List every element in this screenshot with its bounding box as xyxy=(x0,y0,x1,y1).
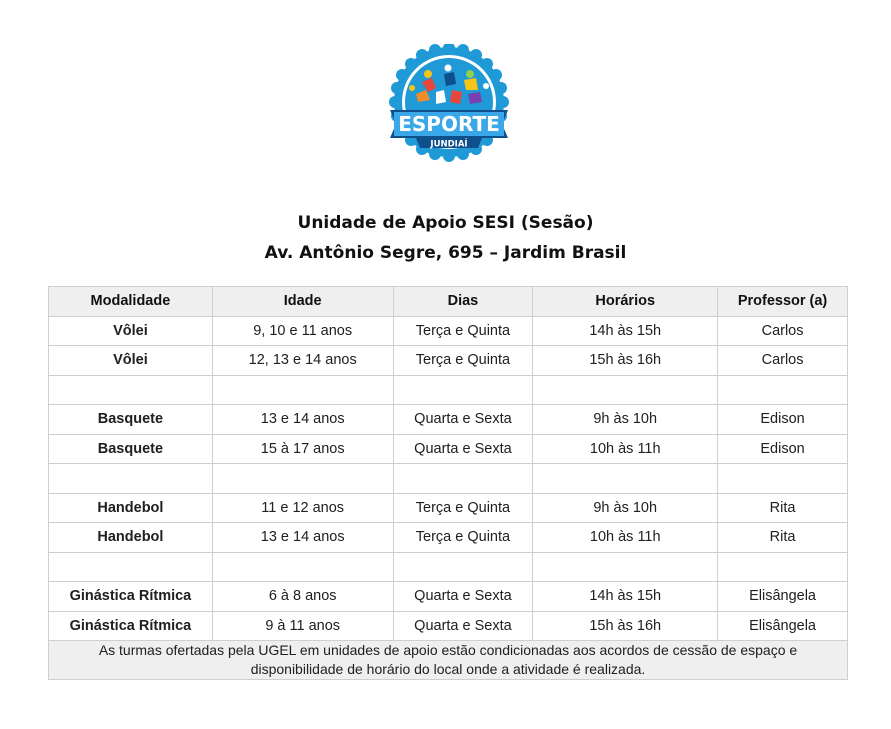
cell-dias: Quarta e Sexta xyxy=(393,405,533,435)
cell-horarios: 9h às 10h xyxy=(533,493,718,523)
cell-professor xyxy=(718,464,848,494)
cell-dias xyxy=(393,464,533,494)
cell-idade: 9 à 11 anos xyxy=(212,611,393,641)
table-row xyxy=(49,405,848,435)
cell-idade xyxy=(212,375,393,405)
cell-modalidade: Vôlei xyxy=(49,316,213,346)
cell-modalidade: Basquete xyxy=(49,434,213,464)
cell-horarios xyxy=(533,464,718,494)
cell-idade: 9, 10 e 11 anos xyxy=(212,316,393,346)
cell-modalidade: Vôlei xyxy=(49,346,213,376)
cell-modalidade: Handebol xyxy=(49,523,213,553)
cell-idade: 6 à 8 anos xyxy=(212,582,393,612)
cell-horarios: 14h às 15h xyxy=(533,582,718,612)
logo-ribbon xyxy=(390,110,508,138)
cell-professor: Edison xyxy=(718,405,848,435)
table-row xyxy=(49,493,848,523)
cell-idade xyxy=(212,464,393,494)
table-footnote: As turmas ofertadas pela UGEL em unidades de apoio estão condicionadas aos acordos de cessão de espaço e disponibilidade de horário do local onde a atividade é realizada. xyxy=(49,641,848,680)
page-title: Unidade de Apoio SESI (Sesão) xyxy=(297,213,594,233)
header-modalidade: Modalidade xyxy=(49,287,213,317)
cell-dias: Quarta e Sexta xyxy=(393,434,533,464)
table-row xyxy=(49,611,848,641)
cell-dias: Quarta e Sexta xyxy=(393,582,533,612)
cell-horarios: 9h às 10h xyxy=(533,405,718,435)
cell-horarios xyxy=(533,552,718,582)
header-horarios: Horários xyxy=(533,287,718,317)
cell-modalidade: Basquete xyxy=(49,405,213,435)
cell-horarios: 15h às 16h xyxy=(533,611,718,641)
cell-idade: 11 e 12 anos xyxy=(212,493,393,523)
logo-text-sub: JUNDIAÍ xyxy=(430,139,468,150)
cell-professor: Carlos xyxy=(718,316,848,346)
cell-modalidade xyxy=(49,552,213,582)
table-row-empty xyxy=(49,552,848,582)
cell-dias xyxy=(393,552,533,582)
header-idade: Idade xyxy=(212,287,393,317)
cell-professor: Edison xyxy=(718,434,848,464)
table-row-empty xyxy=(49,375,848,405)
schedule-table xyxy=(48,286,848,680)
cell-professor xyxy=(718,375,848,405)
cell-professor xyxy=(718,552,848,582)
table-row xyxy=(49,316,848,346)
cell-professor: Elisângela xyxy=(718,611,848,641)
cell-modalidade xyxy=(49,464,213,494)
cell-modalidade: Ginástica Rítmica xyxy=(49,611,213,641)
cell-modalidade: Handebol xyxy=(49,493,213,523)
cell-dias: Terça e Quinta xyxy=(393,493,533,523)
table-footnote-row xyxy=(49,641,848,680)
cell-professor: Rita xyxy=(718,523,848,553)
cell-horarios xyxy=(533,375,718,405)
cell-idade: 12, 13 e 14 anos xyxy=(212,346,393,376)
table-row xyxy=(49,582,848,612)
table-row-empty xyxy=(49,464,848,494)
cell-professor: Elisângela xyxy=(718,582,848,612)
esporte-jundiai-logo xyxy=(386,44,512,168)
cell-modalidade: Ginástica Rítmica xyxy=(49,582,213,612)
cell-horarios: 14h às 15h xyxy=(533,316,718,346)
cell-idade: 13 e 14 anos xyxy=(212,523,393,553)
cell-idade xyxy=(212,552,393,582)
table-row xyxy=(49,523,848,553)
header-dias: Dias xyxy=(393,287,533,317)
cell-professor: Rita xyxy=(718,493,848,523)
cell-dias: Quarta e Sexta xyxy=(393,611,533,641)
table-row xyxy=(49,434,848,464)
cell-dias: Terça e Quinta xyxy=(393,346,533,376)
cell-horarios: 10h às 11h xyxy=(533,523,718,553)
cell-modalidade xyxy=(49,375,213,405)
cell-idade: 13 e 14 anos xyxy=(212,405,393,435)
header-professor: Professor (a) xyxy=(718,287,848,317)
cell-dias: Terça e Quinta xyxy=(393,316,533,346)
page-subtitle-address: Av. Antônio Segre, 695 – Jardim Brasil xyxy=(264,243,627,263)
logo-text-main: ESPORTE xyxy=(398,112,500,136)
cell-professor: Carlos xyxy=(718,346,848,376)
logo-subribbon xyxy=(416,138,482,150)
table-header-row xyxy=(49,287,848,317)
cell-dias xyxy=(393,375,533,405)
cell-horarios: 10h às 11h xyxy=(533,434,718,464)
cell-dias: Terça e Quinta xyxy=(393,523,533,553)
table-row xyxy=(49,346,848,376)
cell-horarios: 15h às 16h xyxy=(533,346,718,376)
cell-idade: 15 à 17 anos xyxy=(212,434,393,464)
